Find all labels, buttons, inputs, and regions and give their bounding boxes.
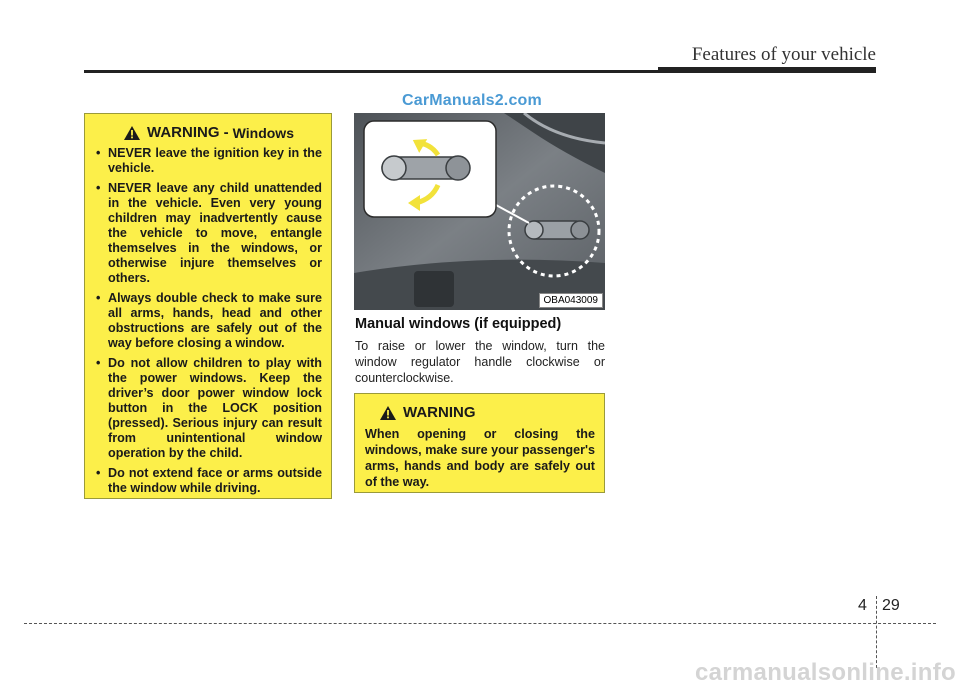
warning-triangle-icon	[379, 405, 397, 421]
page-number: 29	[882, 597, 900, 614]
header-rule-accent	[658, 67, 876, 73]
watermark-link-top[interactable]: CarManuals2.com	[402, 92, 542, 109]
window-handle-illustration	[354, 113, 605, 310]
chapter-number: 4	[858, 597, 867, 614]
warning-triangle-icon	[123, 125, 141, 141]
warning-header	[95, 124, 322, 141]
door-panel-image	[354, 113, 605, 310]
warning-list	[95, 146, 322, 496]
warning-box-windows	[84, 113, 332, 499]
page-divider	[876, 596, 877, 668]
list-item: • Do not allow children to play with the power windows. Keep the driver’s door power window lock button in the LOCK position (pressed). Serious injury can result from unintentional window operation by the child.	[95, 356, 322, 461]
warning-subtitle: Windows	[232, 124, 294, 141]
warning-box-passengers	[354, 393, 605, 493]
figure-code: OBA043009	[539, 293, 604, 308]
warning-header	[365, 404, 595, 421]
list-item: • NEVER leave any child unattended in the vehicle. Even very young children may inadvertently cause the vehicle to move, entangle themselves in the windows, or otherwise injure themselves or others.	[95, 181, 322, 286]
watermark-link-bottom[interactable]: carmanualsonline.info	[694, 659, 956, 686]
warning-title: WARNING	[403, 404, 476, 421]
section-body: To raise or lower the window, turn the window regulator handle clockwise or counterclockwise.	[355, 339, 605, 385]
footer-rule	[24, 623, 936, 624]
warning-title: WARNING -	[147, 124, 229, 141]
list-item: • Do not extend face or arms outside the window while driving.	[95, 466, 322, 496]
section-title: Manual windows (if equipped)	[355, 316, 562, 332]
warning-body: When opening or closing the windows, make sure your passenger's arms, hands and body are safely out of the way.	[365, 427, 595, 489]
list-item: • NEVER leave the ignition key in the vehicle.	[95, 146, 322, 176]
list-item: • Always double check to make sure all arms, hands, head and other obstructions are safely out of the way before closing a window.	[95, 291, 322, 351]
header-title: Features of your vehicle	[691, 44, 876, 65]
